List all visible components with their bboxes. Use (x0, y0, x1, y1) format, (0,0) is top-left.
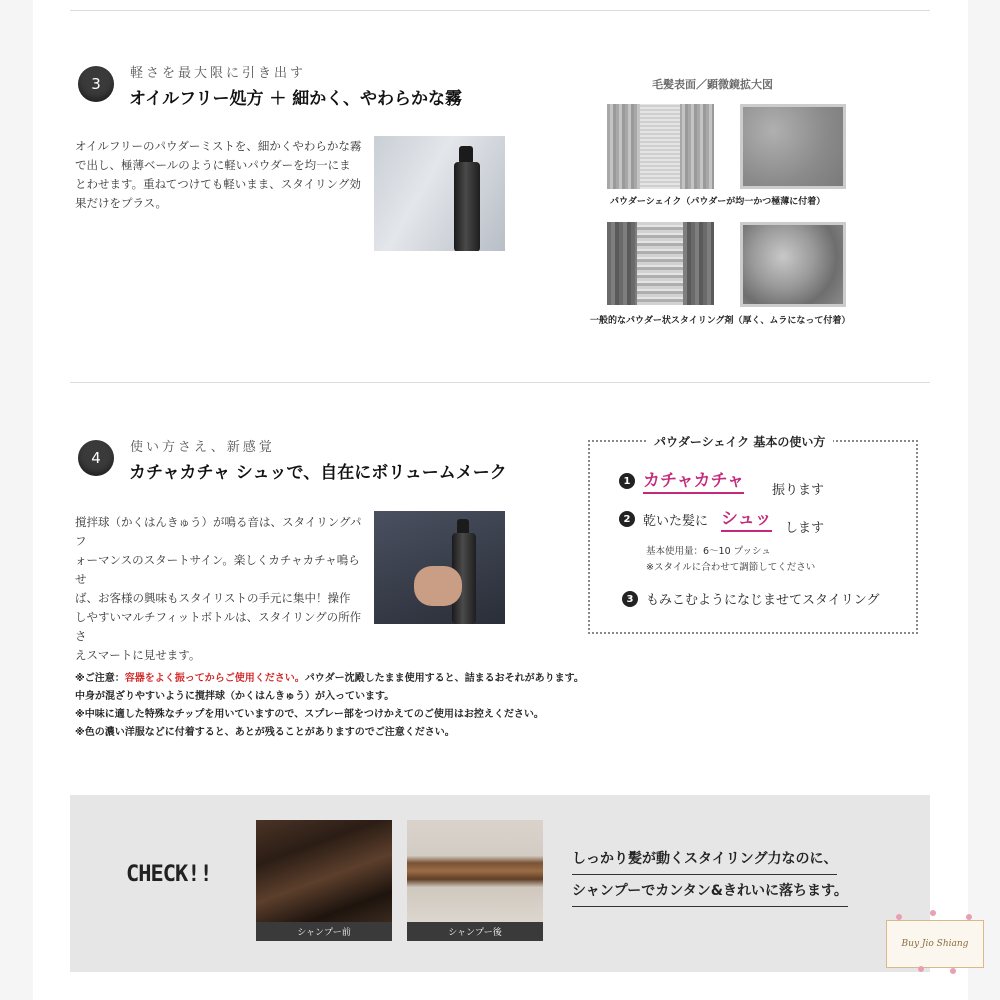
step-2-number: 2 (619, 511, 635, 527)
step-1-text: 振ります (772, 483, 825, 498)
check-line-2: シャンプーでカンタン&きれいに落ちます。 (572, 880, 848, 907)
hair-before-photo (256, 820, 392, 922)
step-3-number: 3 (622, 591, 638, 607)
section-3-number: 3 (91, 75, 101, 93)
usage-note-amount: 基本使用量：6〜10 プッシュ (646, 546, 771, 557)
hair-after-label: シャンプー後 (407, 922, 543, 941)
flower-decoration (950, 968, 956, 974)
step-2-pre: 乾いた髪に (643, 514, 709, 529)
hair-fiber (640, 104, 680, 189)
caution-line-4: ※色の濃い洋服などに付着すると、あとが残ることがありますのでご注意ください。 (75, 727, 455, 738)
section-4-body-line: えスマートに見せます。 (75, 648, 201, 662)
step-3-text: もみこむようになじませてスタイリング (646, 593, 880, 608)
section-3-body-line: 果だけをプラス。 (75, 196, 167, 210)
microscope-top-left (607, 104, 714, 189)
caution-prefix: ※ご注意： (75, 673, 125, 684)
flower-decoration (966, 914, 972, 920)
step-1-highlight: カチャカチャ (643, 466, 744, 494)
flower-decoration (896, 914, 902, 920)
hand-bottle-photo (374, 511, 505, 624)
section-4-body-line: ば、お客様の興味もスタイリストの手元に集中！操作 (75, 591, 351, 605)
section-4-body-line: しやすいマルチフィットボトルは、スタイリングの所作さ (75, 610, 362, 643)
caution-rest: パウダー沈殿したまま使用すると、詰まるおそれがあります。 (304, 673, 584, 684)
section-4-subtitle: 使い方さえ、新感覚 (130, 440, 275, 455)
section-3-body-line: とわせます。重ねてつけても軽いまま、スタイリング効 (75, 177, 361, 191)
section-4-body (75, 513, 365, 665)
usage-title: パウダーシェイク 基本の使い方 (646, 433, 833, 450)
caution-line-3: ※中味に適した特殊なチップを用いていますので、スプレー部をつけかえてのご使用はお控えください。 (75, 709, 544, 720)
step-2-text: します (785, 521, 825, 536)
watermark-logo (886, 920, 984, 968)
section-3-body-line: オイルフリーのパウダーミストを、細かくやわらかな霧 (75, 139, 362, 153)
microscope-bottom-left (607, 222, 714, 305)
microscope-top-zoom (740, 104, 846, 189)
microscope-bottom-zoom (740, 222, 846, 307)
microscope-caption: 毛髪表面／顕微鏡拡大図 (652, 78, 773, 91)
check-line-1: しっかり髪が動くスタイリング力なのに、 (572, 848, 837, 875)
section-3-subtitle: 軽さを最大限に引き出す (130, 66, 307, 81)
usage-note-adjust: ※スタイルに合わせて調節してください (646, 562, 816, 573)
top-divider (70, 10, 930, 11)
section-4-badge (78, 440, 114, 476)
section-4-title: カチャカチャ シュッで、自在にボリュームメーク (129, 463, 507, 483)
hair-fiber (637, 222, 683, 305)
watermark-text: Buy Jio Shiang (901, 939, 969, 949)
caution-line-2: 中身が混ざりやすいように撹拌球（かくはんきゅう）が入っています。 (75, 691, 395, 702)
mist-spray-photo (374, 136, 505, 251)
section-4-number: 4 (91, 449, 101, 467)
section-divider (70, 382, 930, 383)
section-4-body-line: 撹拌球（かくはんきゅう）が鳴る音は、スタイリングパフ (75, 515, 362, 548)
hand-shape (414, 566, 462, 606)
step-2-highlight: シュッ (721, 504, 772, 532)
section-3-title: オイルフリー処方 ＋ 細かく、やわらかな霧 (129, 89, 462, 109)
microscope-bottom-label: 一般的なパウダー状スタイリング剤（厚く、ムラになって付着） (590, 316, 851, 326)
caution-emphasis: 容器をよく振ってからご使用ください。 (124, 673, 305, 684)
section-3-badge (78, 66, 114, 102)
section-3-body (75, 137, 365, 213)
step-1-number: 1 (619, 473, 635, 489)
check-heading: CHECK!! (126, 862, 212, 887)
section-3-body-line: で出し、極薄ベールのように軽いパウダーを均一にま (75, 158, 351, 172)
flower-decoration (918, 966, 924, 972)
section-4-body-line: ォーマンスのスタートサイン。楽しくカチャカチャ鳴らせ (75, 553, 360, 586)
spray-bottle (454, 162, 480, 251)
hair-after-photo (407, 820, 543, 922)
flower-decoration (930, 910, 936, 916)
microscope-top-label: パウダーシェイク（パウダーが均一かつ極薄に付着） (610, 197, 826, 207)
caution-notes (75, 670, 584, 742)
caution-line-1 (75, 670, 584, 688)
hair-before-label: シャンプー前 (256, 922, 392, 941)
